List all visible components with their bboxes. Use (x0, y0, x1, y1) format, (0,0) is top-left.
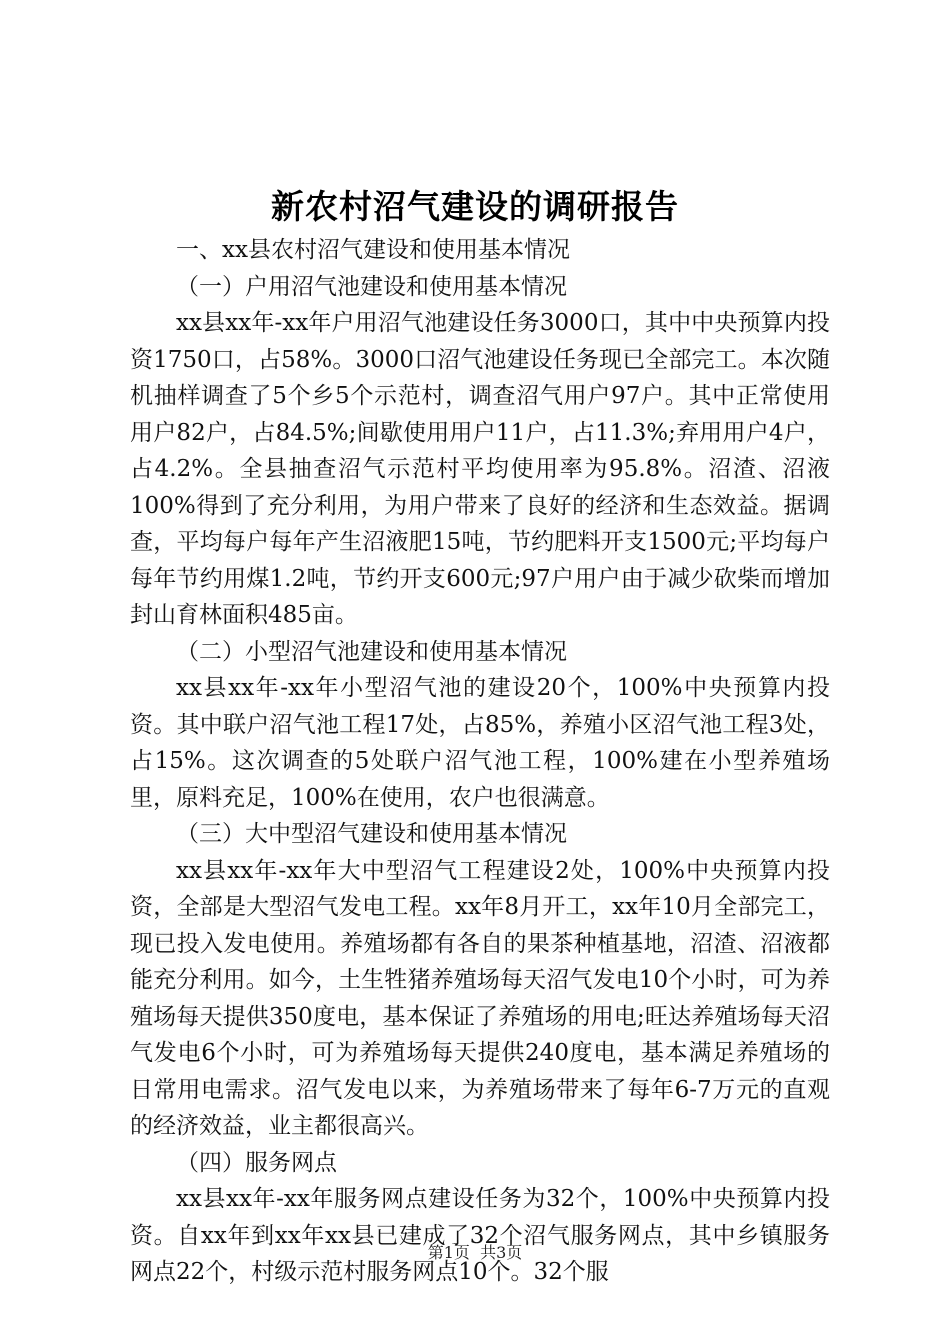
paragraph-small: xx县xx年-xx年小型沼气池的建设20个，100%中央预算内投资。其中联户沼气池工程17处，占85%，养殖小区沼气池工程3处，占15%。这次调查的5处联户沼气池工程，100%建在小型养殖场里，原料充足，100%在使用，农户也很满意。 (130, 675, 830, 811)
paragraph-household: xx县xx年-xx年户用沼气池建设任务3000口，其中中央预算内投资1750口，占58%。3000口沼气池建设任务现已全部完工。本次随机抽样调查了5个乡5个示范村，调查沼气用户97户。其中正常使用用户82户，占84.5%;间歇使用用户11户，占11.3%;弃用用户4户，占4.2%。全县抽查沼气示范村平均使用率为95.8%。沼渣、沼液100%得到了充分利用，为用户带来了良好的经济和生态效益。据调查，平均每户每年产生沼液肥15吨，节约肥料开支1500元;平均每户每年节约用煤1.2吨，节约开支600元;97户用户由于减少砍柴而增加封山育林面积485亩。 (130, 310, 830, 628)
paragraph-large: xx县xx年-xx年大中型沼气工程建设2处，100%中央预算内投资，全部是大型沼气发电工程。xx年8月开工，xx年10月全部完工，现已投入发电使用。养殖场都有各自的果茶种植基地，沼渣、沼液都能充分利用。如今，土生牲猪养殖场每天沼气发电10个小时，可为养殖场每天提供350度电，基本保证了养殖场的用电;旺达养殖场每天沼气发电6个小时，可为养殖场每天提供240度电，基本满足养殖场的日常用电需求。沼气发电以来，为养殖场带来了每年6-7万元的直观的经济效益，业主都很高兴。 (130, 857, 830, 1139)
document-title: 新农村沼气建设的调研报告 (271, 187, 679, 226)
section-heading-1: 一、xx县农村沼气建设和使用基本情况 (176, 237, 570, 263)
page-footer (0, 1241, 950, 1265)
document-body (130, 232, 830, 1291)
paragraph-service: xx县xx年-xx年服务网点建设任务为32个，100%中央预算内投资。自xx年到xx年xx县已建成了32个沼气服务网点，其中乡镇服务网点22个，村级示范村服务网点10个。32个服 (130, 1186, 830, 1285)
subsection-heading-small: （二）小型沼气池建设和使用基本情况 (176, 638, 567, 665)
subsection-heading-service: （四）服务网点 (176, 1149, 337, 1176)
subsection-heading-large: （三）大中型沼气建设和使用基本情况 (176, 821, 567, 847)
subsection-heading-household: （一）户用沼气池建设和使用基本情况 (176, 273, 567, 300)
page-number-label: 第1页 共3页 (427, 1243, 523, 1262)
